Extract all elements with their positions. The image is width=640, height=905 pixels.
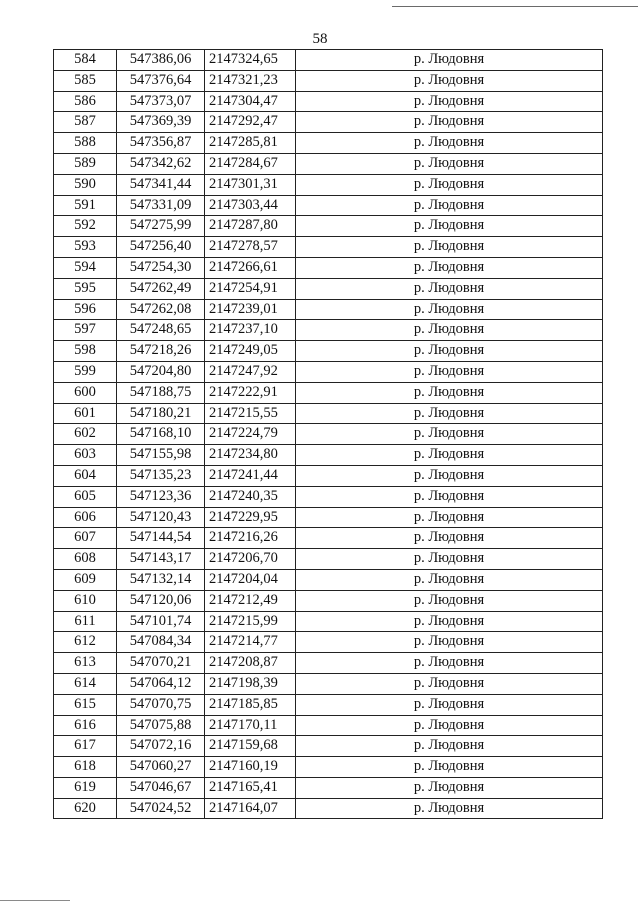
table-row [54,798,603,819]
y-coordinate-cell: 2147324,65 [205,50,296,71]
y-coordinate-cell: 2147237,10 [205,320,296,341]
location-name-cell: р. Людовня [296,673,603,694]
y-coordinate-cell: 2147229,95 [205,507,296,528]
point-number-cell: 614 [54,673,117,694]
y-coordinate-cell: 2147321,23 [205,70,296,91]
point-number-cell: 609 [54,569,117,590]
x-coordinate-cell: 547373,07 [117,91,205,112]
point-number-cell: 608 [54,549,117,570]
location-name-cell: р. Людовня [296,320,603,341]
x-coordinate-cell: 547218,26 [117,341,205,362]
y-coordinate-cell: 2147159,68 [205,736,296,757]
scan-edge-line-bottom [0,900,70,901]
table-row [54,70,603,91]
y-coordinate-cell: 2147234,80 [205,445,296,466]
y-coordinate-cell: 2147198,39 [205,673,296,694]
table-row [54,715,603,736]
y-coordinate-cell: 2147240,35 [205,486,296,507]
point-number-cell: 586 [54,91,117,112]
location-name-cell: р. Людовня [296,133,603,154]
table-row [54,112,603,133]
table-row [54,632,603,653]
y-coordinate-cell: 2147164,07 [205,798,296,819]
x-coordinate-cell: 547342,62 [117,153,205,174]
location-name-cell: р. Людовня [296,341,603,362]
x-coordinate-cell: 547262,49 [117,278,205,299]
location-name-cell: р. Людовня [296,195,603,216]
x-coordinate-cell: 547262,08 [117,299,205,320]
table-row [54,465,603,486]
table-row [54,153,603,174]
coordinates-table-body [54,50,603,819]
location-name-cell: р. Людовня [296,757,603,778]
y-coordinate-cell: 2147165,41 [205,777,296,798]
x-coordinate-cell: 547120,06 [117,590,205,611]
x-coordinate-cell: 547256,40 [117,237,205,258]
y-coordinate-cell: 2147222,91 [205,382,296,403]
point-number-cell: 619 [54,777,117,798]
location-name-cell: р. Людовня [296,403,603,424]
table-row [54,507,603,528]
point-number-cell: 602 [54,424,117,445]
point-number-cell: 595 [54,278,117,299]
table-row [54,486,603,507]
x-coordinate-cell: 547070,75 [117,694,205,715]
location-name-cell: р. Людовня [296,70,603,91]
location-name-cell: р. Людовня [296,91,603,112]
location-name-cell: р. Людовня [296,216,603,237]
table-row [54,403,603,424]
table-row [54,528,603,549]
y-coordinate-cell: 2147208,87 [205,653,296,674]
x-coordinate-cell: 547376,64 [117,70,205,91]
location-name-cell: р. Людовня [296,50,603,71]
point-number-cell: 591 [54,195,117,216]
point-number-cell: 613 [54,653,117,674]
y-coordinate-cell: 2147214,77 [205,632,296,653]
y-coordinate-cell: 2147303,44 [205,195,296,216]
coordinates-table [53,49,603,819]
x-coordinate-cell: 547386,06 [117,50,205,71]
x-coordinate-cell: 547060,27 [117,757,205,778]
y-coordinate-cell: 2147249,05 [205,341,296,362]
x-coordinate-cell: 547123,36 [117,486,205,507]
point-number-cell: 617 [54,736,117,757]
x-coordinate-cell: 547075,88 [117,715,205,736]
y-coordinate-cell: 2147185,85 [205,694,296,715]
x-coordinate-cell: 547046,67 [117,777,205,798]
location-name-cell: р. Людовня [296,257,603,278]
table-row [54,382,603,403]
location-name-cell: р. Людовня [296,153,603,174]
table-row [54,257,603,278]
y-coordinate-cell: 2147206,70 [205,549,296,570]
location-name-cell: р. Людовня [296,486,603,507]
table-row [54,341,603,362]
table-row [54,736,603,757]
location-name-cell: р. Людовня [296,777,603,798]
x-coordinate-cell: 547024,52 [117,798,205,819]
point-number-cell: 589 [54,153,117,174]
table-row [54,673,603,694]
point-number-cell: 592 [54,216,117,237]
x-coordinate-cell: 547135,23 [117,465,205,486]
x-coordinate-cell: 547143,17 [117,549,205,570]
x-coordinate-cell: 547341,44 [117,174,205,195]
y-coordinate-cell: 2147254,91 [205,278,296,299]
point-number-cell: 603 [54,445,117,466]
point-number-cell: 584 [54,50,117,71]
location-name-cell: р. Людовня [296,465,603,486]
y-coordinate-cell: 2147204,04 [205,569,296,590]
table-row [54,777,603,798]
x-coordinate-cell: 547254,30 [117,257,205,278]
point-number-cell: 588 [54,133,117,154]
x-coordinate-cell: 547180,21 [117,403,205,424]
x-coordinate-cell: 547168,10 [117,424,205,445]
table-row [54,445,603,466]
point-number-cell: 610 [54,590,117,611]
scan-edge-line [392,6,638,7]
location-name-cell: р. Людовня [296,361,603,382]
y-coordinate-cell: 2147301,31 [205,174,296,195]
location-name-cell: р. Людовня [296,507,603,528]
y-coordinate-cell: 2147216,26 [205,528,296,549]
table-row [54,320,603,341]
y-coordinate-cell: 2147284,67 [205,153,296,174]
x-coordinate-cell: 547070,21 [117,653,205,674]
point-number-cell: 590 [54,174,117,195]
y-coordinate-cell: 2147212,49 [205,590,296,611]
y-coordinate-cell: 2147224,79 [205,424,296,445]
x-coordinate-cell: 547144,54 [117,528,205,549]
y-coordinate-cell: 2147247,92 [205,361,296,382]
table-row [54,50,603,71]
point-number-cell: 611 [54,611,117,632]
x-coordinate-cell: 547369,39 [117,112,205,133]
x-coordinate-cell: 547064,12 [117,673,205,694]
table-row [54,549,603,570]
x-coordinate-cell: 547072,16 [117,736,205,757]
location-name-cell: р. Людовня [296,424,603,445]
y-coordinate-cell: 2147170,11 [205,715,296,736]
location-name-cell: р. Людовня [296,112,603,133]
location-name-cell: р. Людовня [296,611,603,632]
location-name-cell: р. Людовня [296,299,603,320]
table-row [54,424,603,445]
location-name-cell: р. Людовня [296,549,603,570]
page-number: 58 [312,31,328,47]
table-row [54,361,603,382]
table-row [54,590,603,611]
point-number-cell: 618 [54,757,117,778]
point-number-cell: 612 [54,632,117,653]
table-row [54,237,603,258]
location-name-cell: р. Людовня [296,237,603,258]
point-number-cell: 604 [54,465,117,486]
point-number-cell: 616 [54,715,117,736]
point-number-cell: 599 [54,361,117,382]
point-number-cell: 597 [54,320,117,341]
x-coordinate-cell: 547101,74 [117,611,205,632]
point-number-cell: 607 [54,528,117,549]
y-coordinate-cell: 2147285,81 [205,133,296,154]
location-name-cell: р. Людовня [296,174,603,195]
table-row [54,133,603,154]
y-coordinate-cell: 2147304,47 [205,91,296,112]
location-name-cell: р. Людовня [296,798,603,819]
x-coordinate-cell: 547331,09 [117,195,205,216]
x-coordinate-cell: 547204,80 [117,361,205,382]
x-coordinate-cell: 547084,34 [117,632,205,653]
location-name-cell: р. Людовня [296,653,603,674]
location-name-cell: р. Людовня [296,632,603,653]
table-row [54,653,603,674]
location-name-cell: р. Людовня [296,715,603,736]
y-coordinate-cell: 2147215,99 [205,611,296,632]
point-number-cell: 587 [54,112,117,133]
table-row [54,569,603,590]
point-number-cell: 615 [54,694,117,715]
table-row [54,278,603,299]
point-number-cell: 606 [54,507,117,528]
table-row [54,216,603,237]
table-row [54,91,603,112]
table-row [54,299,603,320]
table-row [54,174,603,195]
table-row [54,611,603,632]
x-coordinate-cell: 547120,43 [117,507,205,528]
location-name-cell: р. Людовня [296,528,603,549]
location-name-cell: р. Людовня [296,569,603,590]
y-coordinate-cell: 2147278,57 [205,237,296,258]
point-number-cell: 593 [54,237,117,258]
x-coordinate-cell: 547248,65 [117,320,205,341]
point-number-cell: 594 [54,257,117,278]
location-name-cell: р. Людовня [296,736,603,757]
location-name-cell: р. Людовня [296,590,603,611]
location-name-cell: р. Людовня [296,694,603,715]
x-coordinate-cell: 547356,87 [117,133,205,154]
point-number-cell: 605 [54,486,117,507]
y-coordinate-cell: 2147160,19 [205,757,296,778]
y-coordinate-cell: 2147239,01 [205,299,296,320]
point-number-cell: 598 [54,341,117,362]
location-name-cell: р. Людовня [296,278,603,299]
y-coordinate-cell: 2147215,55 [205,403,296,424]
y-coordinate-cell: 2147292,47 [205,112,296,133]
point-number-cell: 620 [54,798,117,819]
x-coordinate-cell: 547275,99 [117,216,205,237]
location-name-cell: р. Людовня [296,445,603,466]
point-number-cell: 585 [54,70,117,91]
y-coordinate-cell: 2147241,44 [205,465,296,486]
x-coordinate-cell: 547188,75 [117,382,205,403]
point-number-cell: 601 [54,403,117,424]
x-coordinate-cell: 547155,98 [117,445,205,466]
x-coordinate-cell: 547132,14 [117,569,205,590]
table-row [54,694,603,715]
location-name-cell: р. Людовня [296,382,603,403]
table-row [54,195,603,216]
y-coordinate-cell: 2147266,61 [205,257,296,278]
point-number-cell: 596 [54,299,117,320]
table-row [54,757,603,778]
point-number-cell: 600 [54,382,117,403]
y-coordinate-cell: 2147287,80 [205,216,296,237]
